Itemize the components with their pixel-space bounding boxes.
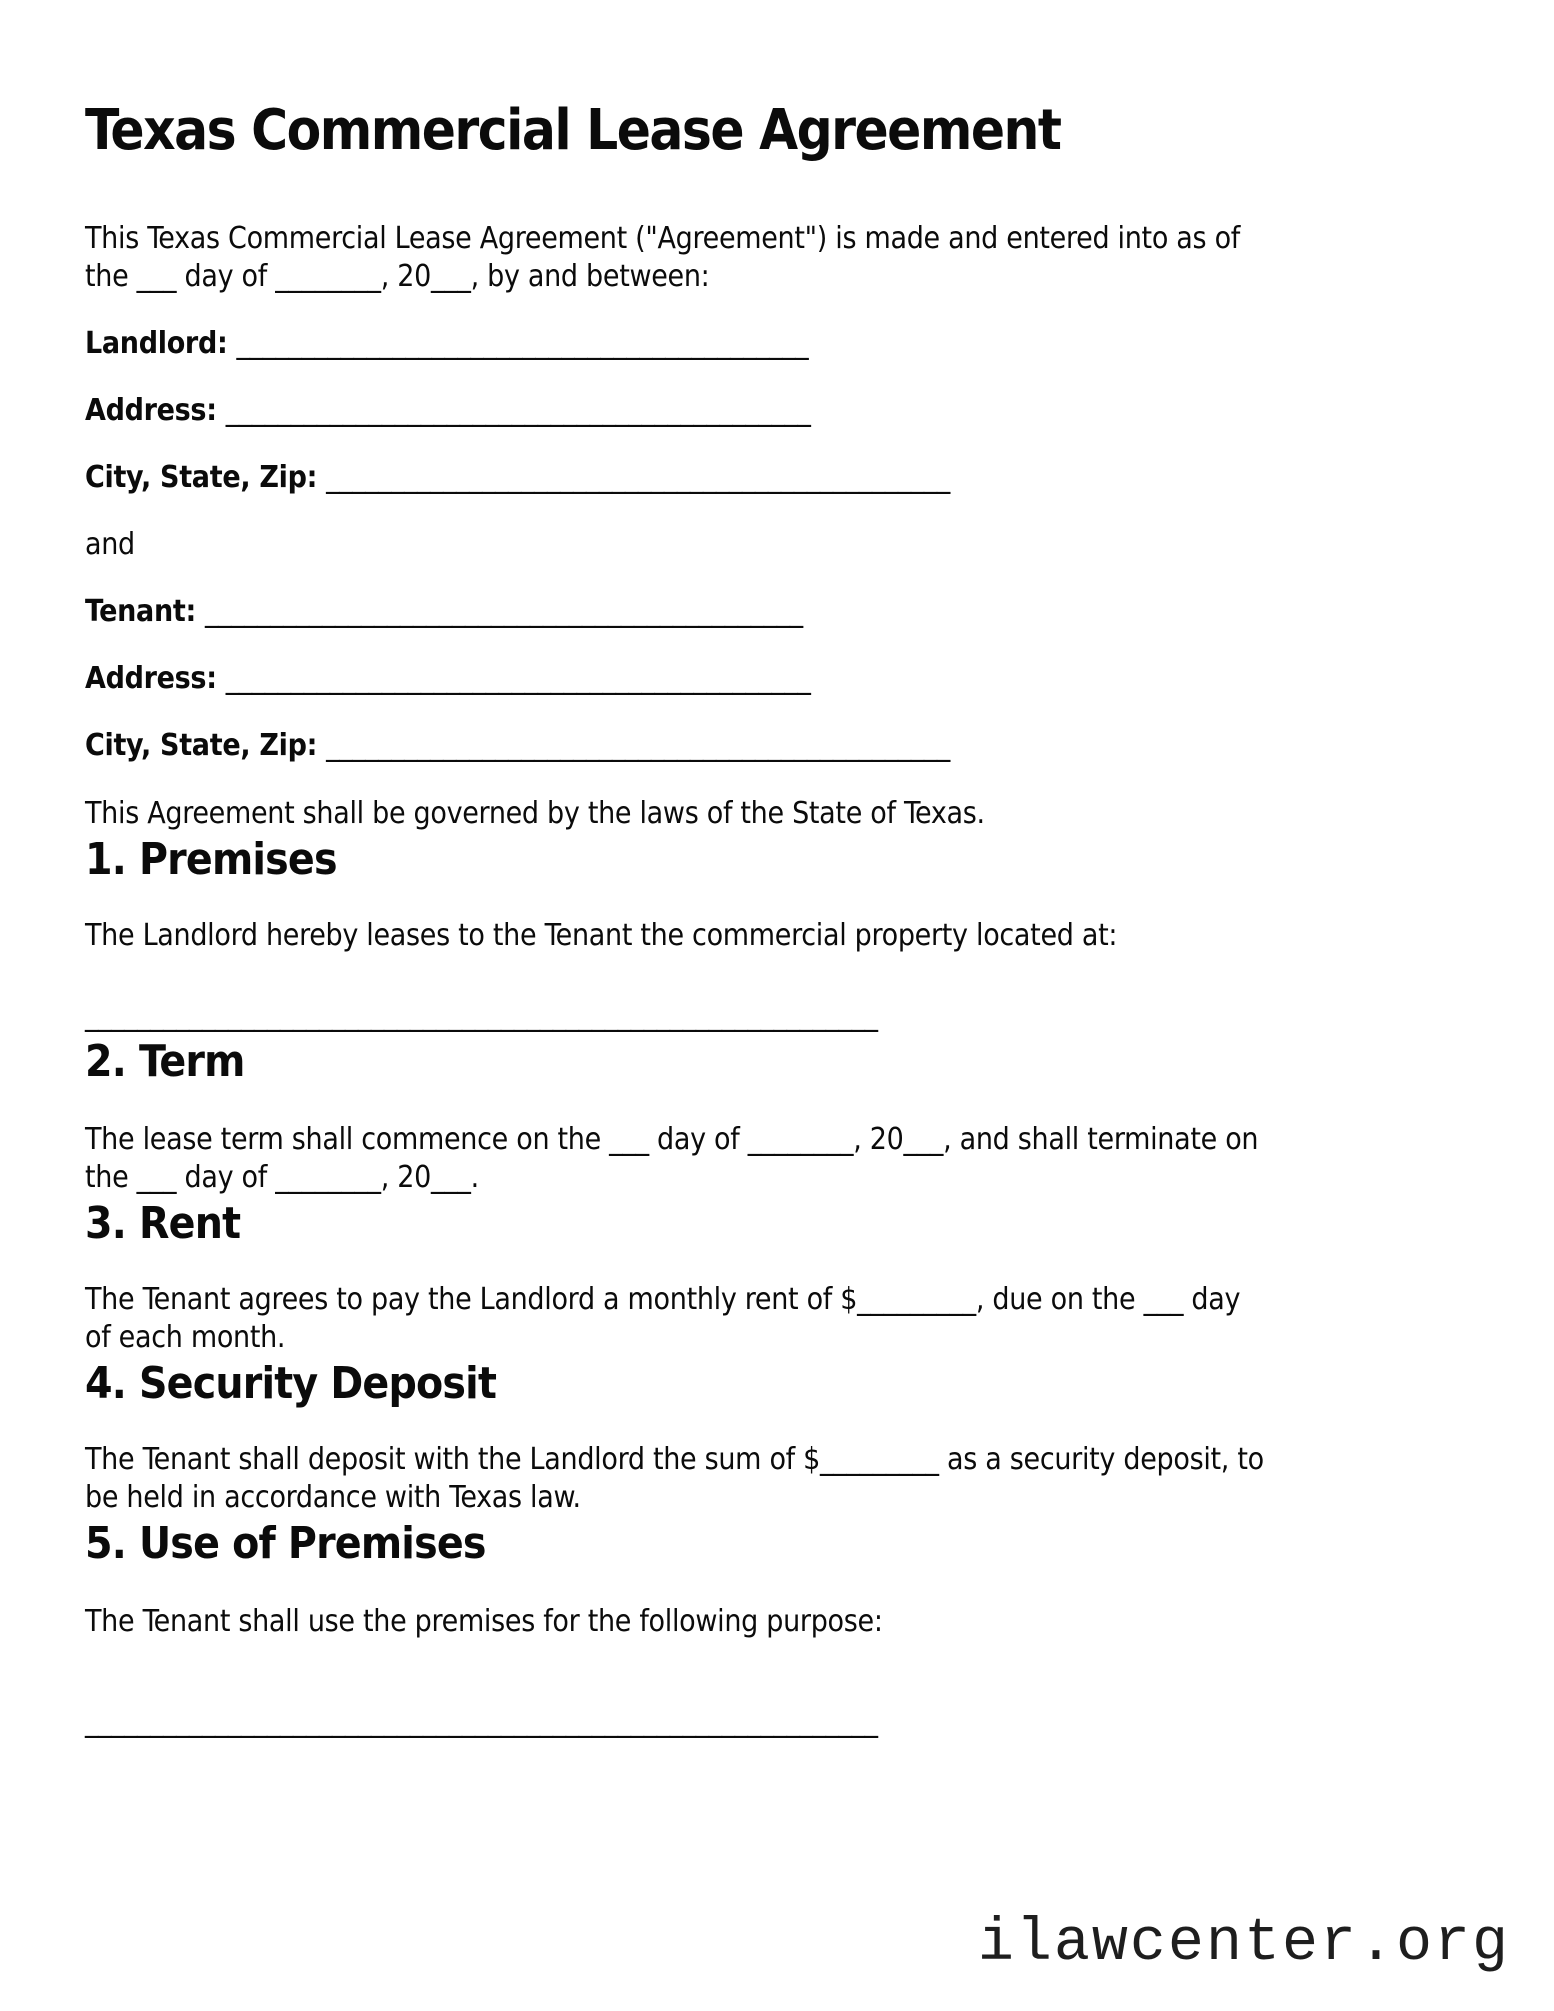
intro-line-2: the ___ day of ________, 20___, by and between: (85, 259, 710, 294)
rent-line-2: of each month. (85, 1320, 286, 1355)
use-of-premises-paragraph (85, 1603, 1469, 1641)
landlord-address-field-row (85, 392, 1469, 430)
security-deposit-line-1: The Tenant shall deposit with the Landlord the sum of $_________ as a security deposit, to (85, 1442, 1264, 1477)
tenant-field-row (85, 593, 1469, 631)
governing-law-text: This Agreement shall be governed by the laws of the State of Texas. (85, 796, 985, 831)
rent-line-1: The Tenant agrees to pay the Landlord a monthly rent of $_________, due on the ___ day (85, 1282, 1241, 1317)
document-title: Texas Commercial Lease Agreement (85, 98, 1061, 163)
tenant-address-label: Address: (85, 661, 217, 696)
tenant-city-state-zip-field-row (85, 727, 1469, 765)
landlord-address-label: Address: (85, 393, 217, 428)
premises-paragraph (85, 917, 1469, 955)
landlord-field-row (85, 325, 1469, 363)
section-term-heading: 2. Term (85, 1036, 245, 1087)
tenant-city-state-zip-label: City, State, Zip: (85, 728, 318, 763)
tenant-address-field-row (85, 660, 1469, 698)
use-of-premises-blank-line: _____________________________________________________________ (85, 1704, 878, 1739)
section-security-deposit-heading: 4. Security Deposit (85, 1358, 497, 1409)
rent-paragraph (85, 1281, 1469, 1357)
security-deposit-paragraph (85, 1441, 1469, 1517)
term-line-1: The lease term shall commence on the ___ day of ________, 20___, and shall terminate on (85, 1122, 1259, 1157)
security-deposit-line-2: be held in accordance with Texas law. (85, 1480, 581, 1515)
section-use-of-premises-heading: 5. Use of Premises (85, 1518, 486, 1569)
tenant-blank-line: ______________________________________________ (205, 594, 803, 629)
section-rent-heading: 3. Rent (85, 1198, 241, 1249)
landlord-city-state-zip-label: City, State, Zip: (85, 460, 318, 495)
landlord-city-state-zip-field-row (85, 459, 1469, 497)
term-paragraph (85, 1121, 1469, 1197)
landlord-blank-line: ____________________________________________ (236, 326, 809, 361)
section-premises-heading: 1. Premises (85, 834, 337, 885)
tenant-city-state-zip-blank-line: ________________________________________________ (326, 728, 950, 763)
landlord-city-state-zip-blank-line: ________________________________________________ (326, 460, 950, 495)
tenant-label: Tenant: (85, 594, 196, 629)
premises-line-1: The Landlord hereby leases to the Tenant the commercial property located at: (85, 918, 1118, 953)
conjunction-text: and (85, 527, 135, 562)
intro-paragraph (85, 220, 1469, 296)
tenant-address-blank-line: _____________________________________________ (225, 661, 811, 696)
premises-blank-line: _____________________________________________________________ (85, 998, 878, 1033)
landlord-address-blank-line: _____________________________________________ (225, 393, 811, 428)
intro-line-1: This Texas Commercial Lease Agreement ("Agreement") is made and entered into as of (85, 221, 1240, 256)
landlord-label: Landlord: (85, 326, 228, 361)
watermark-text: ilawcenter.org (977, 1910, 1510, 1978)
term-line-2: the ___ day of ________, 20___. (85, 1160, 479, 1195)
use-of-premises-line-1: The Tenant shall use the premises for the following purpose: (85, 1604, 883, 1639)
